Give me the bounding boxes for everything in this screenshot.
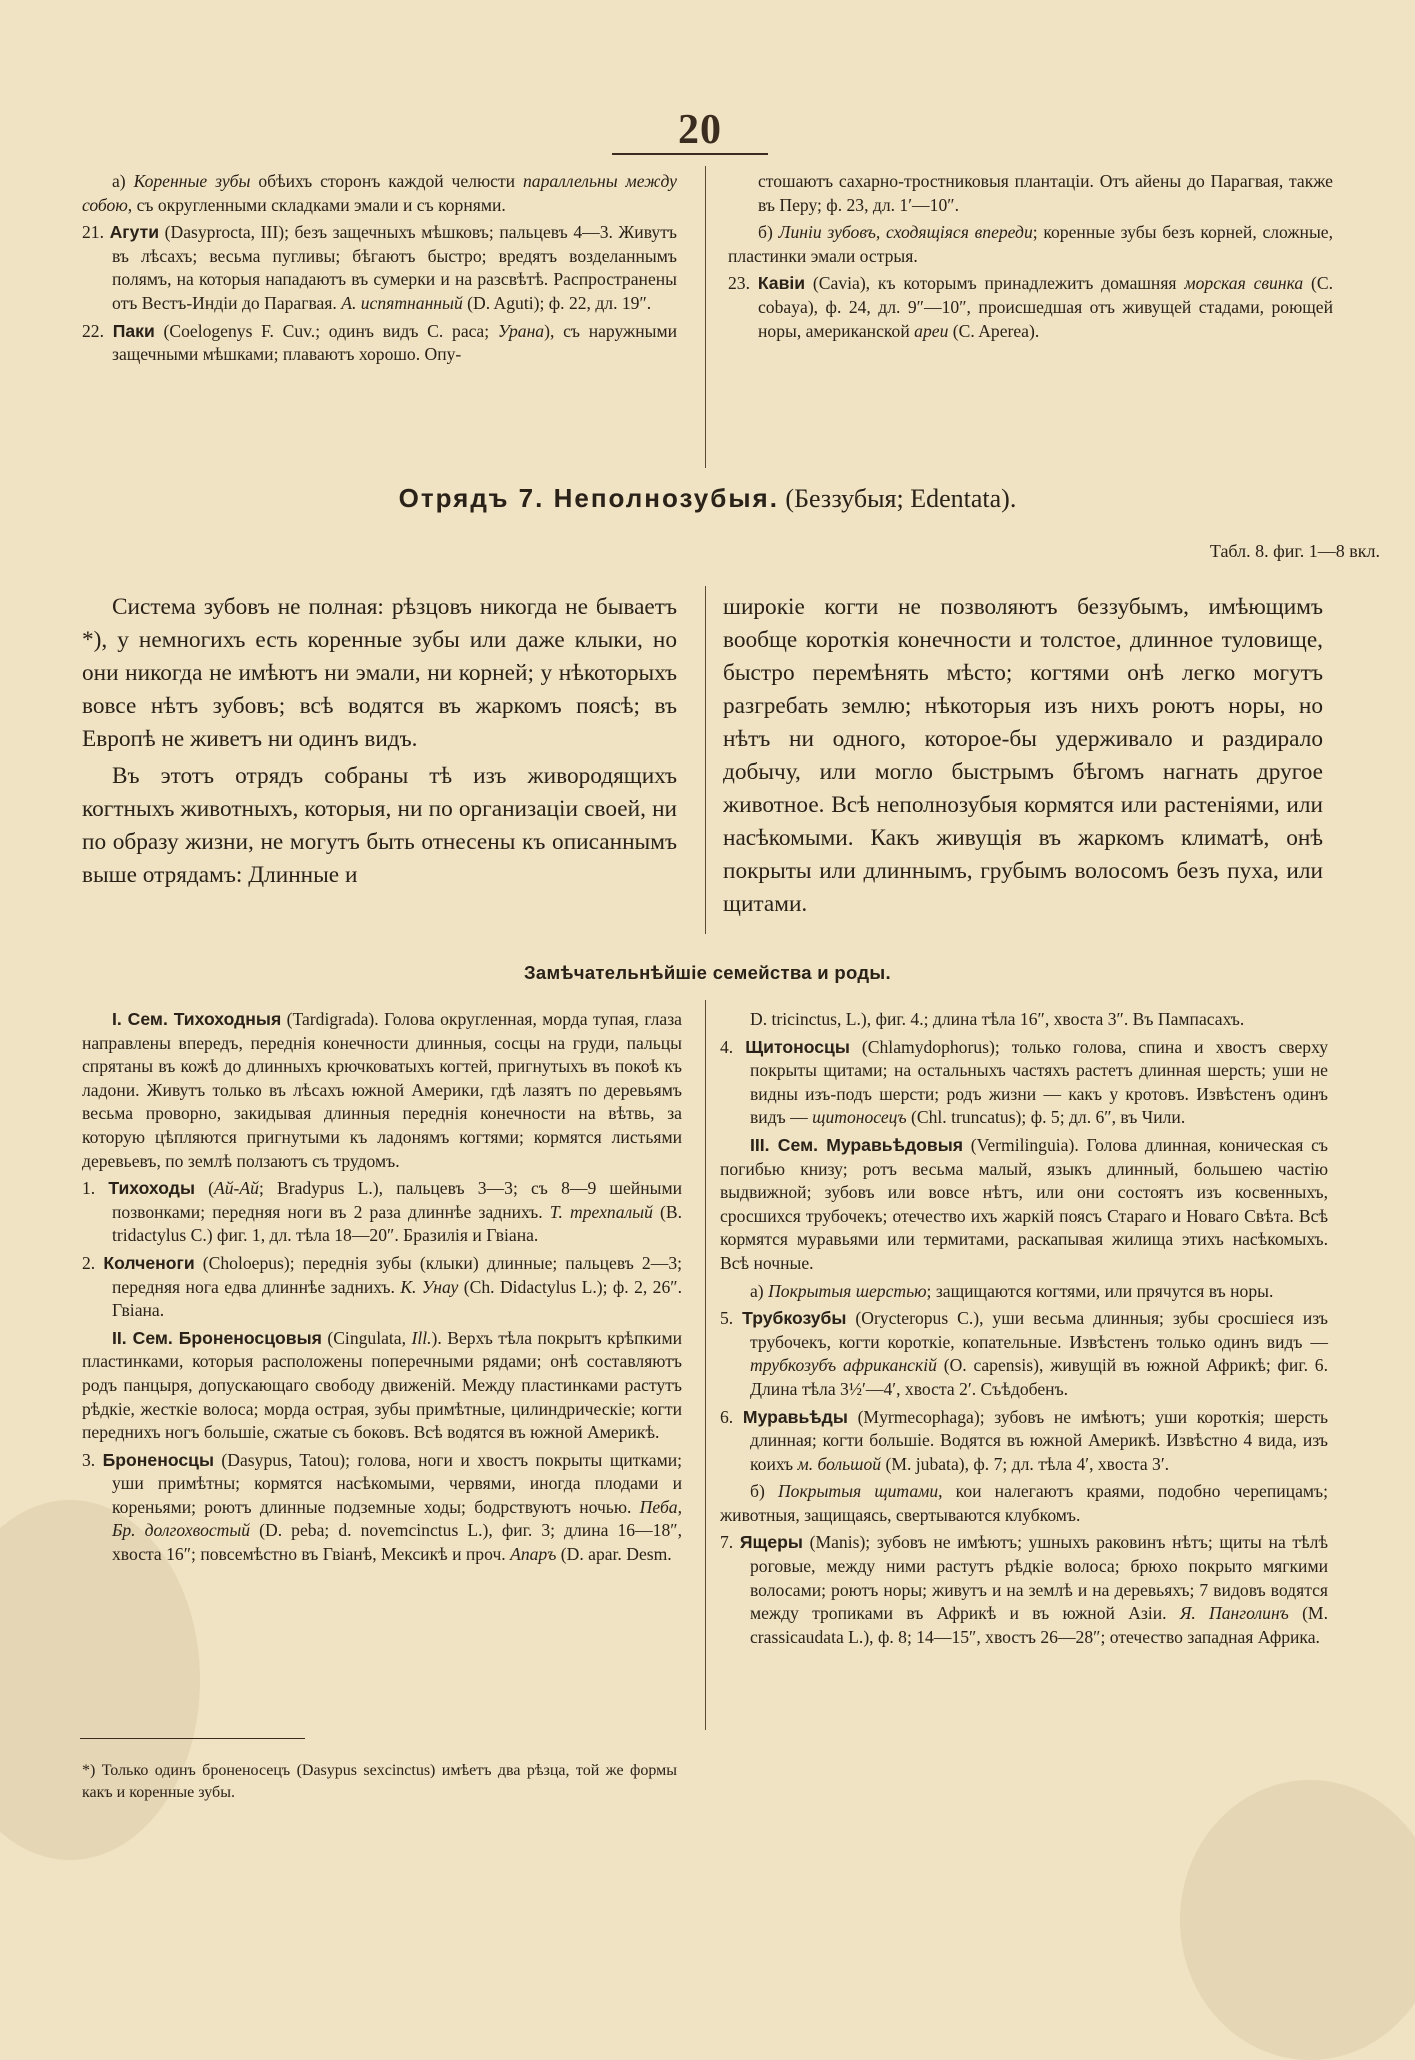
lower-left-column bbox=[82, 1008, 682, 1571]
top-left-column bbox=[82, 170, 677, 371]
paper-stain bbox=[1180, 1780, 1415, 2060]
lower-right-column bbox=[720, 1008, 1328, 1653]
order-title-main: Отрядъ 7. Неполнозубыя. bbox=[398, 483, 779, 513]
paragraph: б) Линіи зубовъ, сходящіяся впереди; коренные зубы безъ корней, сложные, пластинки эмали острыя. bbox=[728, 222, 1333, 266]
paragraph: I. Сем. Тихоходныя (Tardigrada). Голова округленная, морда тупая, глаза направлены впередъ, переднія конечности длинныя, сосцы на груди, пальцы спрятаны въ кожѣ до длинныхъ крючковатыхъ когтей, пригнутыхъ въ покоѣ къ ладони. Живутъ только въ лѣсахъ южной Америки, гдѣ лазятъ по деревьямъ весьма проворно, закидывая длинныя переднія конечности на вѣтвь, за которую цѣпляются пригнутыми къ ладонямъ когтями; кормятся листьями деревьевъ, по землѣ ползаютъ съ трудомъ. bbox=[82, 1009, 682, 1171]
intro-right-column bbox=[723, 591, 1323, 925]
paragraph: б) Покрытыя щитами, кои налегаютъ краями, подобно черепицамъ; животныя, защищаясь, свертываются клубкомъ. bbox=[720, 1481, 1329, 1525]
paragraph: 1. Тихоходы (Ай-Ай; Bradypus L.), пальцевъ 3—3; съ 8—9 шейными позвонками; передняя ноги въ 2 раза длиннѣе заднихъ. Т. трехпалый (B. tridactylus C.) фиг. 1, дл. тѣла 18—20″. Бразилія и Гвіана. bbox=[82, 1178, 683, 1246]
order-title-synonyms: (Беззубыя; Edentata). bbox=[785, 484, 1017, 513]
intro-left-column bbox=[82, 591, 677, 896]
paragraph: 22. Паки (Coelogenys F. Cuv.; одинъ видъ C. paca; Урана), съ наружными защечными мѣшками; плаваютъ хорошо. Опу- bbox=[82, 320, 677, 365]
order-title bbox=[200, 483, 1215, 514]
plate-reference: Табл. 8. фиг. 1—8 вкл. bbox=[1209, 541, 1380, 561]
paragraph: II. Сем. Броненосцовыя (Cingulata, Ill.). Верхъ тѣла покрытъ крѣпкими пластинками, которыя расположены поперечными рядами; онѣ составляютъ родъ панцыря, допускающаго свободу движеній. Между пластинками растутъ рѣдкіе, жесткіе волоса; морда острая, зубы примѣтные, цилиндрическіе; когти переднихъ ногъ большіе, сжатые съ боковъ. Всѣ водятся въ южной Америкѣ. bbox=[82, 1327, 682, 1443]
page-number: 20 bbox=[678, 107, 722, 153]
footnote-rule bbox=[80, 1738, 305, 1739]
paragraph: а) Коренные зубы обѣихъ сторонъ каждой челюсти параллельны между собою, съ округленными складками эмали и съ корнями. bbox=[82, 171, 677, 215]
paragraph: 4. Щитоносцы (Chlamydophorus); только голова, спина и хвостъ сверху покрыты щитами; на остальныхъ частяхъ растетъ длинная шерсть; уши не видны изъ-подъ шерсти; родъ жизни — какъ у кротовъ. Извѣстенъ одинъ видъ — щитоносецъ (Chl. truncatus); ф. 5; дл. 6″, въ Чили. bbox=[720, 1036, 1328, 1128]
paragraph: 5. Трубкозубы (Orycteropus C.), уши весьма длинныя; зубы сросшіеся изъ трубочекъ, когти короткіе, копательные. Извѣстенъ только одинъ видъ — трубкозубъ африканскій (O. capensis), живущій въ южной Африкѣ; фиг. 6. Длина тѣла 3½′—4′, хвоста 2′. Съѣдобенъ. bbox=[720, 1308, 1329, 1399]
column-divider bbox=[705, 1000, 706, 1730]
paragraph: 23. Кавіи (Cavia), къ которымъ принадлежитъ домашняя морская свинка (C. cobaya), ф. 24, дл. 9″—10″, происшедшая отъ живущей стадами, роющей норы, американской ареи (C. Aperea). bbox=[728, 273, 1333, 341]
paragraph: широкіе когти не позволяютъ беззубымъ, имѣющимъ вообще короткія конечности и толстое, длинное туловище, быстро перемѣнять мѣсто; когтями онѣ легко могутъ разгребать землю; нѣкоторыя изъ нихъ роютъ норы, но нѣтъ ни одного, которое-бы удерживало и раздирало добычу, или могло быстрымъ бѣгомъ нагнать другое животное. Всѣ неполнозубыя кормятся или растеніями, или насѣкомыми. Какъ живущія въ жаркомъ климатѣ, онѣ покрыты или длиннымъ, грубымъ волосомъ безъ пуха, или щитами. bbox=[723, 594, 1323, 917]
footnote: *) Только одинъ броненосецъ (Dasypus sexcinctus) имѣетъ два рѣзца, той же формы какъ и коренные зубы. bbox=[82, 1762, 677, 1801]
paragraph: 2. Колченоги (Choloepus); переднія зубы (клыки) длинные; пальцевъ 2—3; передняя нога едва длиннѣе заднихъ. К. Унау (Ch. Didactylus L.); ф. 2, 26″. Гвіана. bbox=[82, 1252, 683, 1321]
paragraph: 21. Агути (Dasyproсta, III); безъ защечныхъ мѣшковъ; пальцевъ 4—3. Живутъ въ лѣсахъ; весьма пугливы; бѣгаютъ быстро; вредятъ возделаннымъ полямъ, на которыя нападаютъ въ сумерки и на разсвѣтѣ. Распространены отъ Вестъ-Индіи до Парагвая. А. испятнанный (D. Aguti); ф. 22, дл. 19″. bbox=[82, 222, 678, 313]
column-divider bbox=[705, 586, 706, 934]
paragraph: D. tricinctus, L.), фиг. 4.; длина тѣла 16″, хвоста 3″. Въ Пампасахъ. bbox=[750, 1009, 1245, 1029]
page-number-rule bbox=[612, 153, 768, 155]
paragraph: стошаютъ сахарно-тростниковыя плантаціи. Отъ айены до Парагвая, также въ Перу; ф. 23, дл. 1′—10″. bbox=[758, 171, 1333, 215]
paragraph: 3. Броненосцы (Dasypus, Tatou); голова, ноги и хвостъ покрыты щитками; уши примѣтны; кормятся насѣкомыми, червями, иногда плодами и кореньями; роютъ длинные подземные ходы; бодрствуютъ ночью. Пеба, Бр. долгохвостый (D. peba; d. novemcinctus L.), фиг. 3; длина 16—18″, хвоста 16″; повсемѣстно въ Гвіанѣ, Мексикѣ и проч. Апаръ (D. apar. Desm. bbox=[82, 1449, 683, 1565]
top-right-column bbox=[728, 170, 1333, 347]
paragraph: Система зубовъ не полная: рѣзцовъ никогда не бываетъ *), у немногихъ есть коренные зубы или даже клыки, но они никогда не имѣютъ ни эмали, ни корней; у нѣкоторыхъ вовсе нѣтъ зубовъ; всѣ водятся въ жаркомъ поясѣ; въ Европѣ не живетъ ни одинъ видъ. bbox=[82, 594, 677, 752]
paragraph: III. Сем. Муравьѣдовыя (Vermilinguia). Голова длинная, коническая съ погибью книзу; ротъ весьма малый, языкъ длинный, большею частію выдвижной; зубовъ или вовсе нѣтъ, или они состоятъ изъ косвенныхъ, сросшихся трубочекъ; отечество ихъ жаркій поясъ Стараго и Новаго Свѣта. Всѣ кормятся муравьями или термитами, раскапывая жилища этихъ насѣкомыхъ. Всѣ ночные. bbox=[720, 1134, 1328, 1273]
paragraph: Въ этотъ отрядъ собраны тѣ изъ живородящихъ когтныхъ животныхъ, которыя, ни по организаціи своей, ни по образу жизни, не могутъ быть отнесены къ описаннымъ выше отрядамъ: Длинные и bbox=[82, 763, 677, 888]
paragraph: 7. Ящеры (Manis); зубовъ не имѣютъ; ушныхъ раковинъ нѣтъ; щиты на тѣлѣ роговые, между ними растутъ рѣдкіе волоса; брюхо покрыто мягкими волосами; роютъ норы; живутъ и на землѣ и на деревьяхъ; 7 видовъ водятся между тропиками въ Африкѣ и въ южной Азіи. Я. Панголинъ (M. crassicaudata L.), ф. 8; 14—15″, хвостъ 26—28″; отечество западная Африка. bbox=[720, 1532, 1329, 1647]
section-heading: Замѣчательнѣйшіе семейства и роды. bbox=[524, 962, 891, 983]
paragraph: 6. Муравьѣды (Myrmecophaga); зубовъ не имѣютъ; уши короткія; шерсть длинная; когти большіе. Водятся въ южной Америкѣ. Извѣстно 4 вида, изъ коихъ м. большой (M. jubata), ф. 7; дл. тѣла 4′, хвоста 3′. bbox=[720, 1406, 1329, 1474]
paragraph: а) Покрытыя шерстью; защищаются когтями, или прячутся въ норы. bbox=[750, 1280, 1274, 1301]
column-divider bbox=[705, 166, 706, 468]
